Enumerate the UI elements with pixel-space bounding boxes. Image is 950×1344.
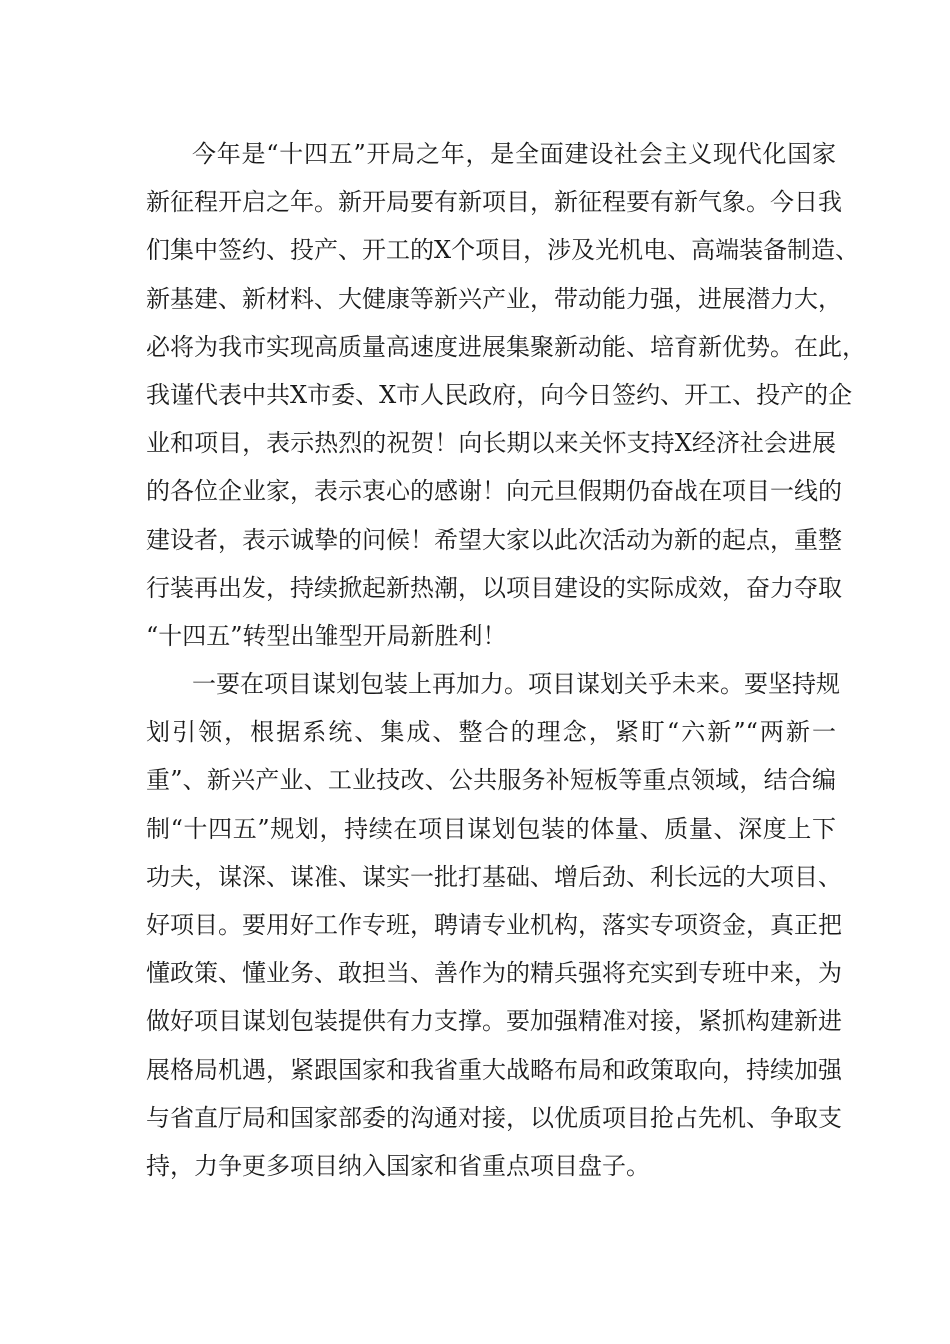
paragraph-line: 的各位企业家，表示衷心的感谢！向元旦假期仍奋战在项目一线的	[146, 477, 842, 506]
paragraph-line: 建设者，表示诚挚的问候！希望大家以此次活动为新的起点，重整	[146, 525, 842, 554]
paragraph-line: 行装再出发，持续掀起新热潮，以项目建设的实际成效，奋力夺取	[146, 573, 842, 602]
paragraph-line: 必将为我市实现高质量高速度进展集聚新动能、培育新优势。在此，	[146, 332, 866, 361]
paragraph-line: 新基建、新材料、大健康等新兴产业，带动能力强，进展潜力大，	[146, 284, 842, 313]
paragraph-line: 功夫，谋深、谋准、谋实一批打基础、增后劲、利长远的大项目、	[146, 862, 842, 891]
paragraph-line: 新征程开启之年。新开局要有新项目，新征程要有新气象。今日我	[146, 188, 842, 217]
paragraph-line: 展格局机遇，紧跟国家和我省重大战略布局和政策取向，持续加强	[146, 1055, 842, 1084]
paragraph-line: 今年是“十四五”开局之年，是全面建设社会主义现代化国家	[192, 140, 836, 168]
paragraph-line: 制“十四五”规划，持续在项目谋划包装的体量、质量、深度上下	[146, 814, 836, 843]
paragraph-line: “十四五”转型出雏型开局新胜利！	[146, 621, 507, 650]
paragraph-line: 一要在项目谋划包装上再加力。项目谋划关乎未来。要坚持规	[192, 670, 840, 699]
paragraph-line: 我谨代表中共X市委、X市人民政府，向今日签约、开工、投产的企	[146, 380, 853, 409]
paragraph-line: 业和项目，表示热烈的祝贺！向长期以来关怀支持X经济社会进展	[146, 429, 836, 458]
paragraph-line: 持，力争更多项目纳入国家和省重点项目盘子。	[146, 1151, 650, 1180]
paragraph-line: 与省直厅局和国家部委的沟通对接，以优质项目抢占先机、争取支	[146, 1103, 842, 1132]
paragraph-1	[146, 130, 866, 660]
paragraph-2	[146, 660, 842, 1190]
document-body	[146, 130, 866, 1190]
paragraph-line: 好项目。要用好工作专班，聘请专业机构，落实专项资金，真正把	[146, 911, 842, 939]
paragraph-line: 们集中签约、投产、开工的X个项目，涉及光机电、高端装备制造、	[146, 236, 860, 265]
paragraph-line: 划引领，根据系统、集成、整合的理念，紧盯“六新”“两新一	[146, 718, 836, 747]
paragraph-line: 重”、新兴产业、工业技改、公共服务补短板等重点领域，结合编	[146, 766, 836, 795]
paragraph-line: 做好项目谋划包装提供有力支撑。要加强精准对接，紧抓构建新进	[146, 1007, 842, 1036]
paragraph-line: 懂政策、懂业务、敢担当、善作为的精兵强将充实到专班中来，为	[146, 959, 842, 988]
